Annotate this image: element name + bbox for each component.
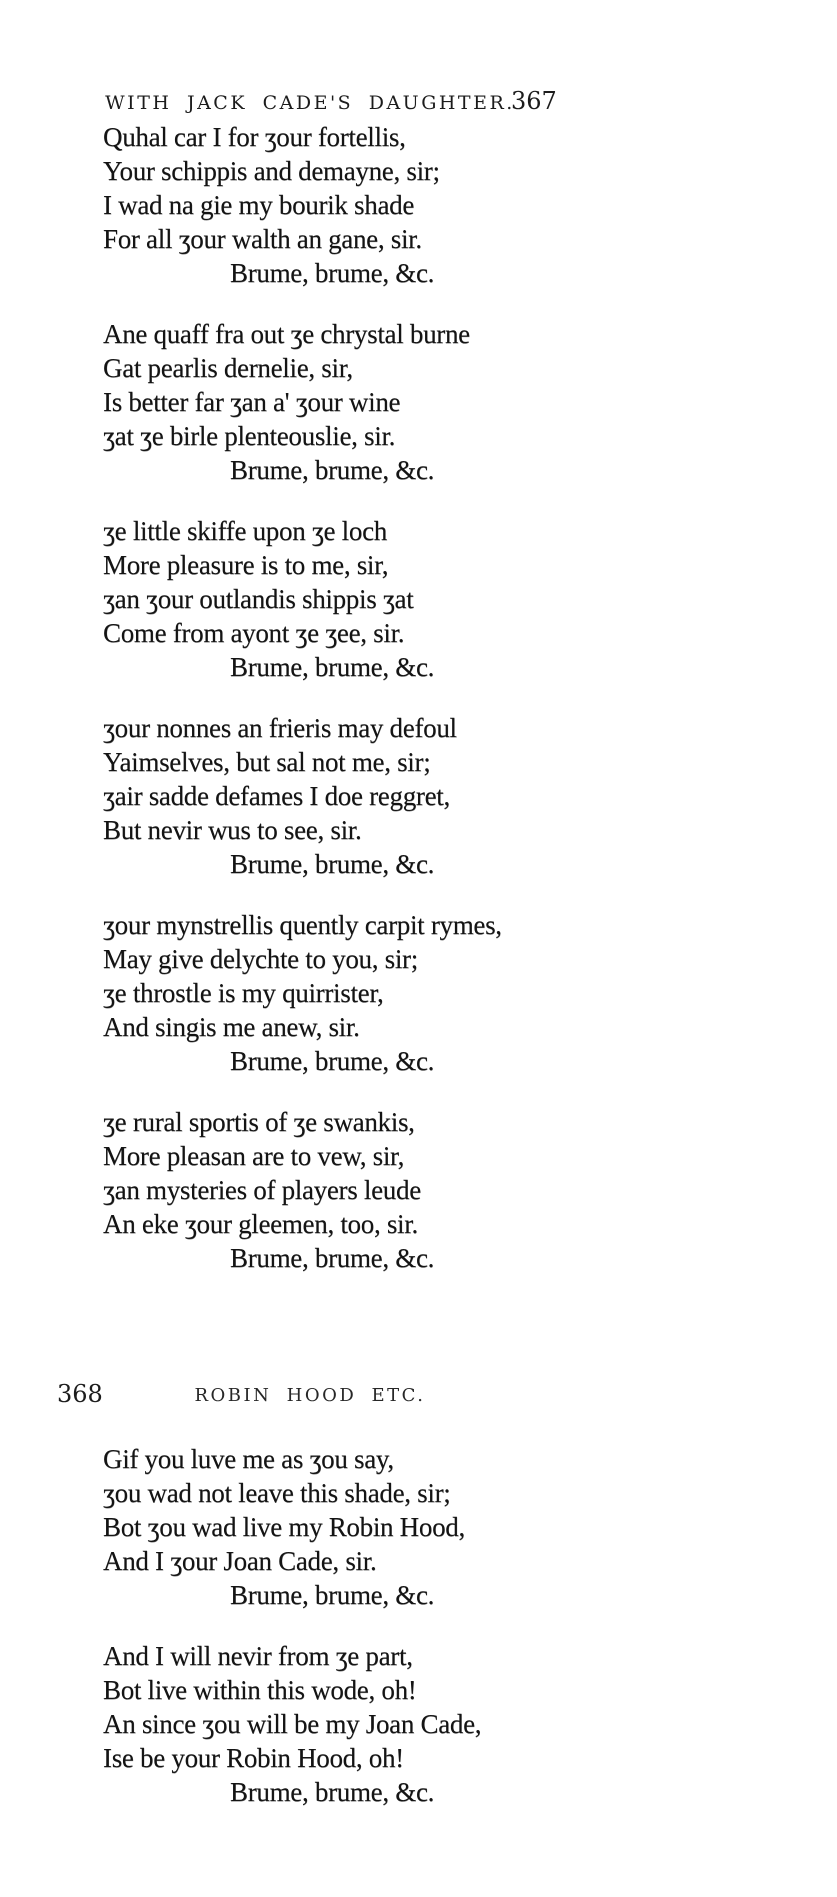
poem-line: Yaimselves, but sal not me, sir; (103, 747, 431, 777)
poem-line: Your schippis and demayne, sir; (103, 156, 440, 186)
page-number: 367 (511, 87, 557, 115)
poem-line: An eke ʒour gleemen, too, sir. (103, 1209, 418, 1239)
stanza (103, 1442, 663, 1612)
refrain-line: Brume, brume, &c. (230, 1046, 435, 1076)
poem-line: ʒan ʒour outlandis shippis ʒat (103, 584, 414, 614)
refrain-line: Brume, brume, &c. (230, 1580, 435, 1610)
poem-line: Quhal car I for ʒour fortellis, (103, 122, 406, 152)
page-number: 368 (57, 1380, 103, 1408)
poem-line: More pleasure is to me, sir, (103, 550, 389, 580)
poem-line: Is better far ʒan a' ʒour wine (103, 387, 401, 417)
poem-line: May give delychte to you, sir; (103, 944, 418, 974)
poem-line: ʒe little skiffe upon ʒe loch (103, 516, 387, 546)
poem-line: Bot ʒou wad live my Robin Hood, (103, 1512, 465, 1542)
poem-line: I wad na gie my bourik shade (103, 190, 415, 220)
stanza (103, 1105, 663, 1275)
poem-line: Come from ayont ʒe ʒee, sir. (103, 618, 405, 648)
poem-line: An since ʒou will be my Joan Cade, (103, 1709, 482, 1739)
stanza (103, 711, 663, 881)
poem-line: But nevir wus to see, sir. (103, 815, 362, 845)
poem-line: ʒan mysteries of players leude (103, 1175, 421, 1205)
poem-line: For all ʒour walth an gane, sir. (103, 224, 422, 254)
poem-body (103, 120, 663, 1302)
poem-line: More pleasan are to vew, sir, (103, 1141, 405, 1171)
stanza (103, 514, 663, 684)
refrain-line: Brume, brume, &c. (230, 1243, 435, 1273)
poem-line: ʒour mynstrellis quently carpit rymes, (103, 910, 502, 940)
poem-line: Ane quaff fra out ʒe chrystal burne (103, 319, 470, 349)
running-header-title: WITH JACK CADE'S DAUGHTER. (105, 92, 515, 114)
poem-line: ʒe throstle is my quirrister, (103, 978, 384, 1008)
refrain-line: Brume, brume, &c. (230, 849, 435, 879)
poem-line: Gif you luve me as ʒou say, (103, 1444, 394, 1474)
refrain-line: Brume, brume, &c. (230, 455, 435, 485)
stanza (103, 120, 663, 290)
stanza (103, 1639, 663, 1809)
poem-line: Ise be your Robin Hood, oh! (103, 1743, 404, 1773)
refrain-line: Brume, brume, &c. (230, 1777, 435, 1807)
stanza (103, 317, 663, 487)
refrain-line: Brume, brume, &c. (230, 258, 435, 288)
poem-line: And I will nevir from ʒe part, (103, 1641, 413, 1671)
running-header-title: ROBIN HOOD ETC. (194, 1385, 426, 1406)
poem-line: ʒair sadde defames I doe reggret, (103, 781, 450, 811)
poem-line: And I ʒour Joan Cade, sir. (103, 1546, 377, 1576)
poem-line: Bot live within this wode, oh! (103, 1675, 417, 1705)
poem-line: And singis me anew, sir. (103, 1012, 360, 1042)
poem-line: Gat pearlis dernelie, sir, (103, 353, 353, 383)
refrain-line: Brume, brume, &c. (230, 652, 435, 682)
poem-line: ʒe rural sportis of ʒe swankis, (103, 1107, 415, 1137)
poem-line: ʒat ʒe birle plenteouslie, sir. (103, 421, 396, 451)
poem-line: ʒour nonnes an frieris may defoul (103, 713, 457, 743)
stanza (103, 908, 663, 1078)
poem-body (103, 1442, 663, 1836)
poem-line: ʒou wad not leave this shade, sir; (103, 1478, 451, 1508)
